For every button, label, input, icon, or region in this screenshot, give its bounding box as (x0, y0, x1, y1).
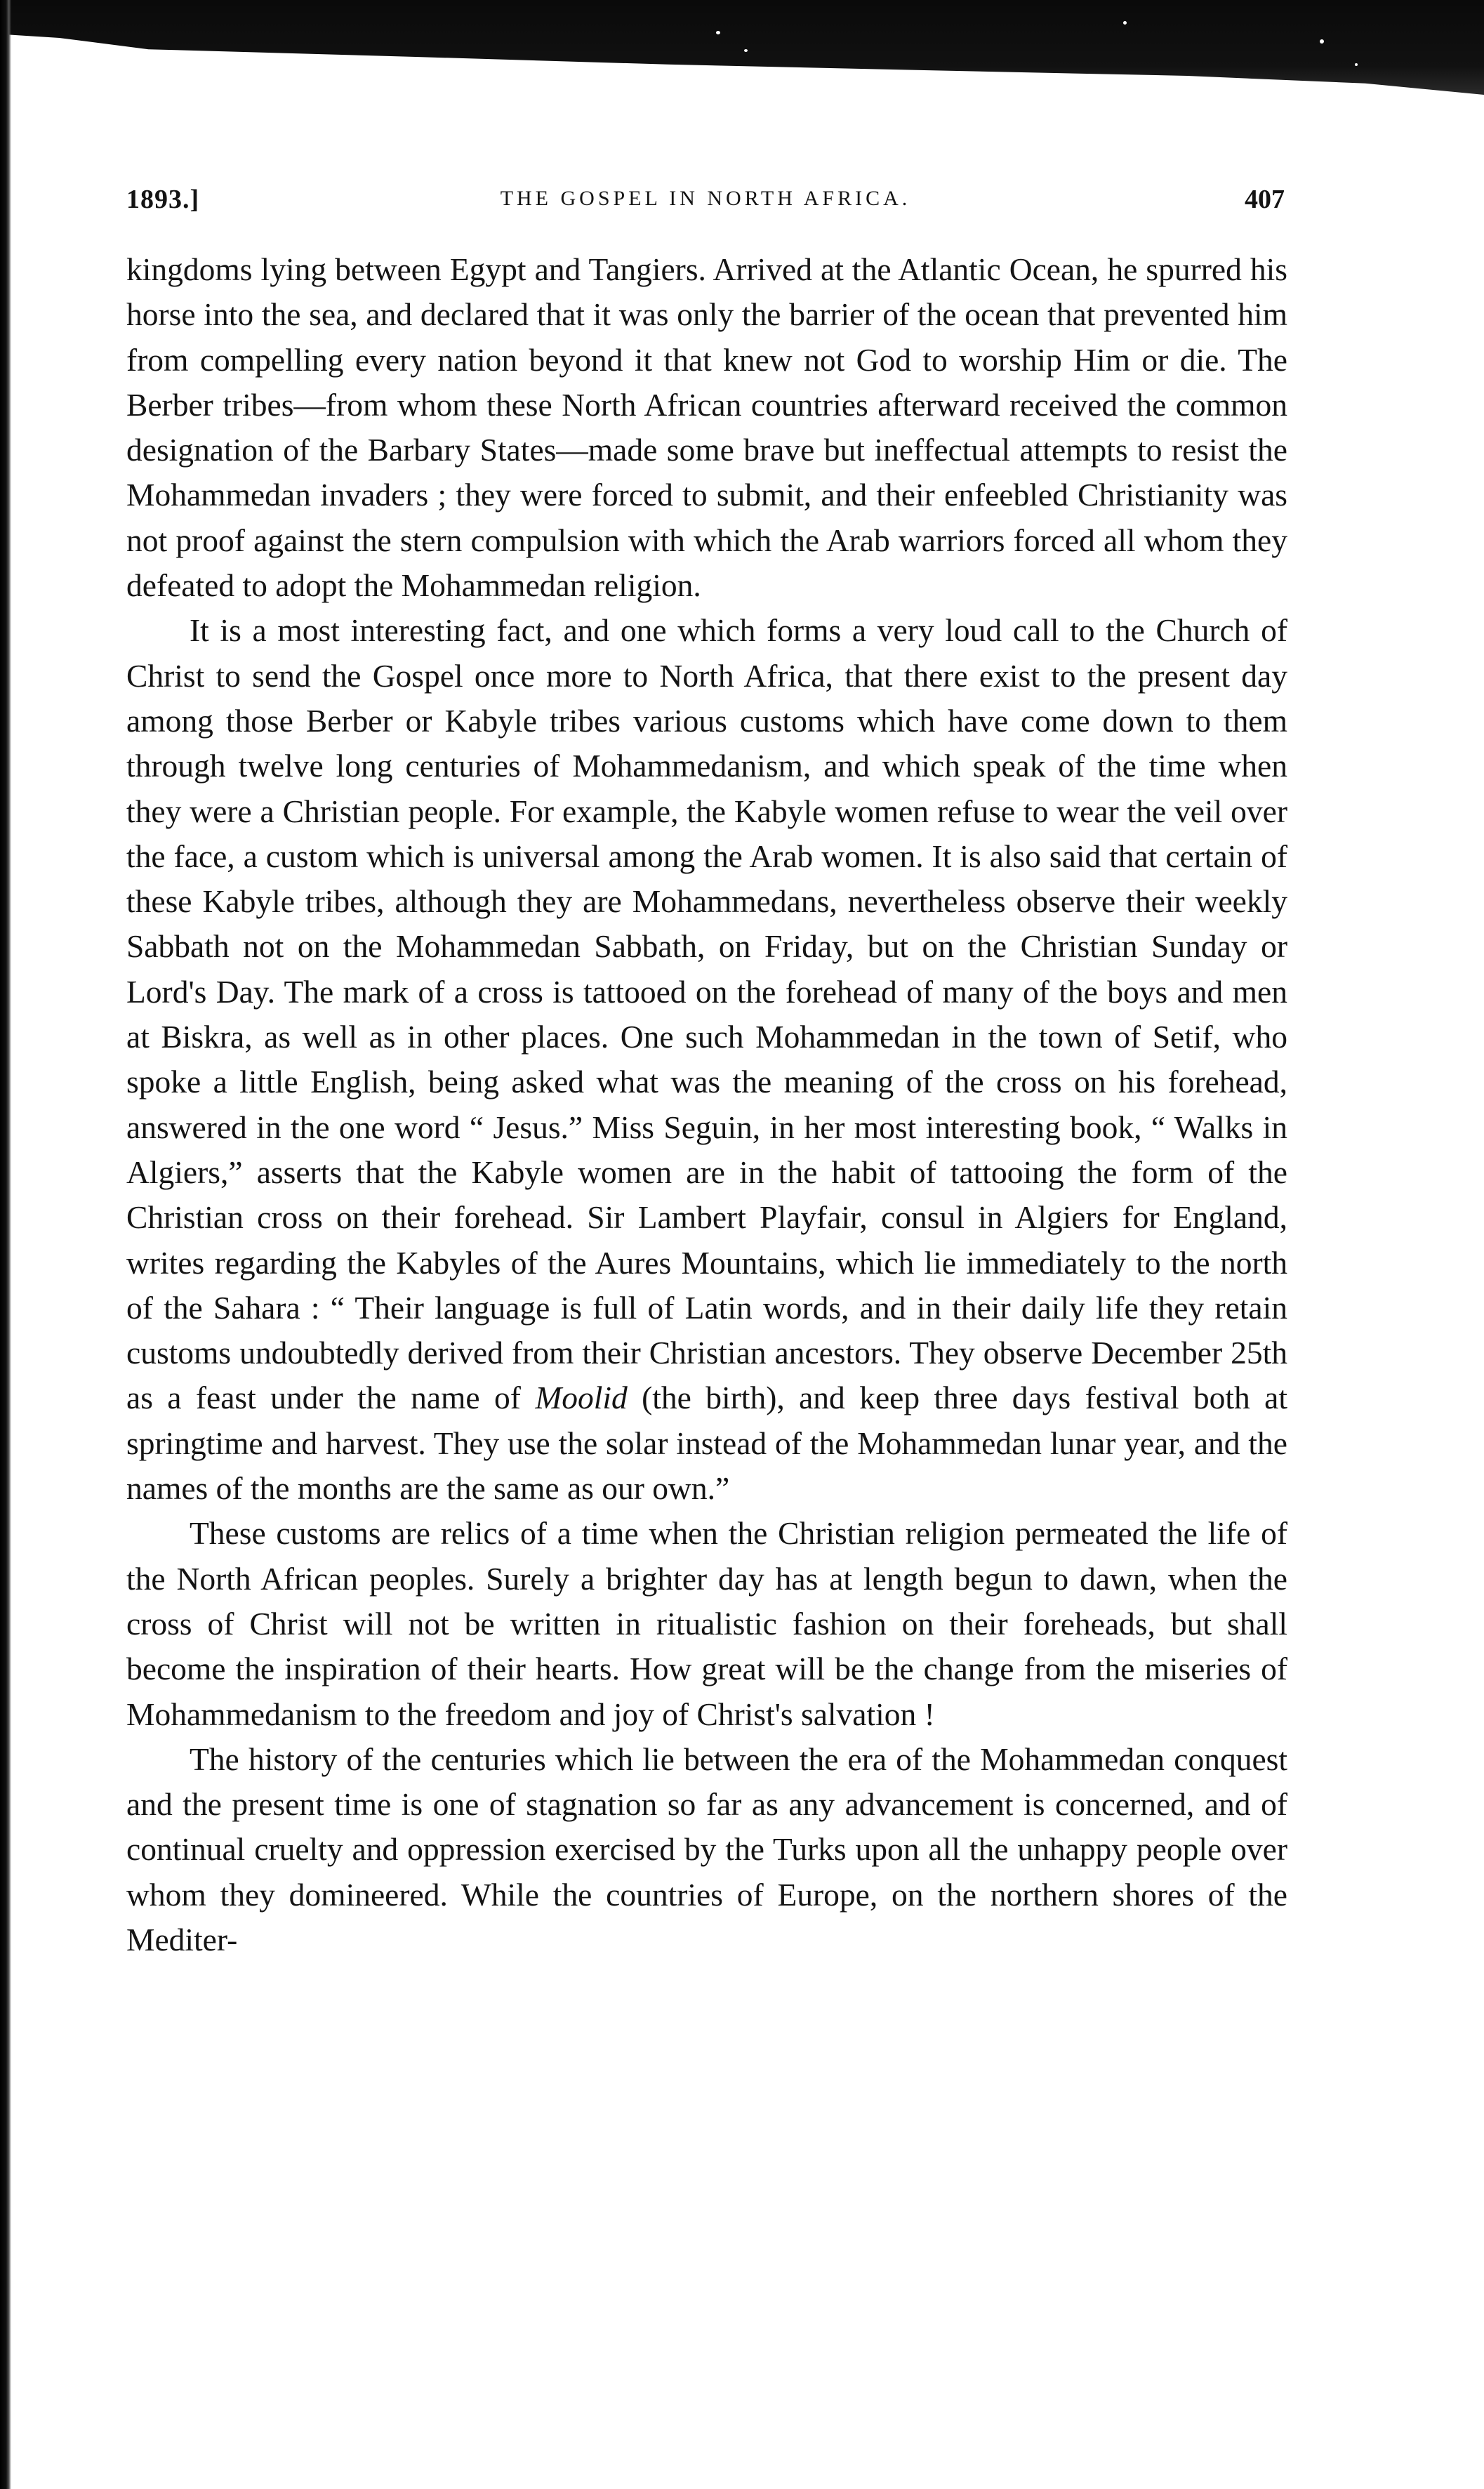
paragraph-3 (126, 1511, 1287, 1736)
paragraph-1 (126, 247, 1287, 608)
running-head (126, 184, 1285, 226)
scan-speck (744, 49, 748, 52)
header-title: THE GOSPEL IN NORTH AFRICA. (500, 187, 911, 210)
scan-speck (716, 31, 720, 34)
paragraph-text: It is a most interesting fact, and one which forms a very loud call to the Church of Christ to send the Gospel once more to North Africa, that there exist to the present day among those Berber or Kabyle tribes various customs which have come down to them through twelve long centuries of Mohammedanism, and which speak of the time when they were a Christian people. For example, the Kabyle women refuse to wear the veil over the face, a custom which is universal among the Arab women. It is also said that certain of these Kabyle tribes, although they are Mohammedans, nevertheless observe their weekly Sabbath not on the Mohammedan Sabbath, on Friday, but on the Christian Sunday or Lord's Day. The mark of a cross is tattooed on the forehead of many of the boys and men at Biskra, as well as in other places. One such Mohammedan in the town of Setif, who spoke a little English, being asked what was the meaning of the cross on his forehead, answered in the one word “ Jesus.” Miss Seguin, in her most interesting book, “ Walks in Algiers,” asserts that the Kabyle women are in the habit of tattooing the form of the Christian cross on their forehead. Sir Lambert Playfair, consul in Algiers for England, writes regarding the Kabyles of the Aures Mountains, which lie immediately to the north of the Sahara : “ Their language is full of Latin words, and in their daily life they retain customs undoubtedly derived from their Christian ancestors. They observe December 25th as a feast under the name of (126, 612, 1287, 1416)
paragraph-text: (the birth), and keep three days festival both at springtime and harvest. They use the solar instead of the Mohammedan lunar year, and the names of the months are the same as our own.” (126, 1380, 1287, 1507)
scan-border-top (0, 0, 1484, 95)
paragraph-4 (126, 1737, 1287, 1962)
italic-term-moolid: Moolid (535, 1380, 628, 1416)
paragraph-2 (126, 608, 1287, 1511)
paragraph-text: kingdoms lying between Egypt and Tangiers. Arrived at the Atlantic Ocean, he spurred his horse into the sea, and declared that it was only the barrier of the ocean that prevented him from compelling every nation beyond it that knew not God to worship Him or die. The Berber tribes—from whom these North African countries afterward received the common designation of the Barbary States—made some brave but ineffectual attempts to resist the Mohammedan invaders ; they were forced to submit, and their enfeebled Christianity was not proof against the stern compulsion with which the Arab warriors forced all whom they defeated to adopt the Mohammedan religion. (126, 251, 1287, 604)
header-year: 1893.] (126, 185, 200, 214)
scan-speck (1123, 21, 1127, 25)
article-body (126, 247, 1287, 1962)
scan-border-left (0, 0, 11, 2489)
page-number: 407 (1245, 185, 1285, 214)
paragraph-text: The history of the centuries which lie between the era of the Mohammedan conquest and the present time is one of stagnation so far as any advancement is concerned, and of continual cruelty and oppression exercised by the Turks upon all the unhappy people over whom they domineered. While the countries of Europe, on the northern shores of the Mediter- (126, 1741, 1287, 1957)
scan-speck (1355, 63, 1358, 66)
paragraph-text: These customs are relics of a time when the Christian religion permeated the life of the North African peoples. Surely a brighter day has at length begun to dawn, when the cross of Christ will not be written in ritualistic fashion on their foreheads, but shall become the inspiration of their hearts. How great will be the change from the miseries of Mohammedanism to the freedom and joy of Christ's salvation ! (126, 1515, 1287, 1732)
scan-speck (1320, 39, 1324, 44)
